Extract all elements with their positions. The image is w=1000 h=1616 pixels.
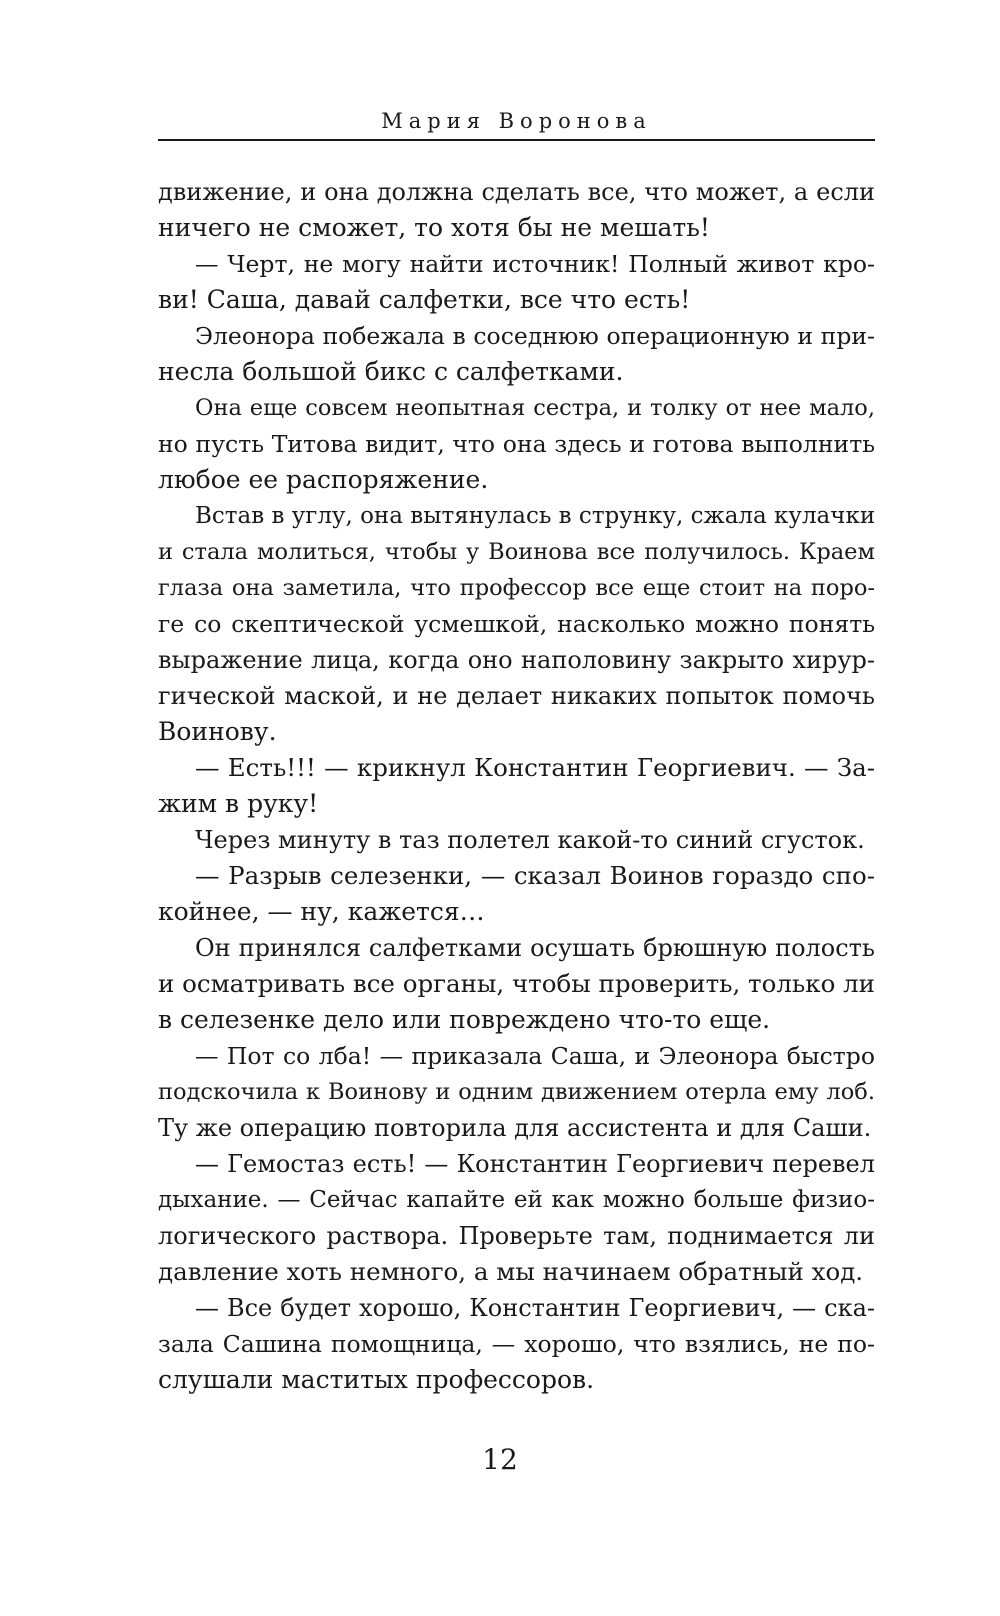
text-line: Он принялся салфетками осушать брюшную полость: [195, 934, 875, 962]
text-line: — Пот со лба! — приказала Саша, и Элеонора быстро: [195, 1042, 875, 1070]
text-line: — Черт, не могу найти источник! Полный живот кро-: [195, 250, 875, 278]
text-line: жим в руку!: [158, 789, 319, 818]
text-line: — Есть!!! — крикнул Константин Георгиевич. — За-: [195, 753, 875, 782]
text-line: Через минуту в таз полетел какой-то синий сгусток.: [195, 826, 865, 854]
text-line: Встав в углу, она вытянулась в струнку, сжала кулачки: [195, 503, 876, 529]
text-line: несла большой бикс с салфетками.: [158, 357, 624, 386]
text-line: слушали маститых профессоров.: [158, 1365, 595, 1394]
text-line: движение, и она должна сделать все, что может, а если: [158, 178, 875, 206]
text-line: и осматривать все органы, чтобы проверить, только ли: [158, 969, 876, 998]
page-number: 12: [482, 1443, 518, 1476]
text-line: глаза она заметила, что профессор все еще стоит на поро-: [158, 575, 875, 601]
text-line: дыхание. — Сейчас капайте ей как можно больше физио-: [158, 1187, 875, 1213]
text-line: койнее, — ну, кажется…: [158, 897, 485, 926]
text-line: ничего не сможет, то хотя бы не мешать!: [158, 213, 710, 242]
text-line: подскочила к Воинову и одним движением отерла ему лоб.: [158, 1079, 875, 1105]
text-line: Элеонора побежала в соседнюю операционную и при-: [195, 322, 875, 350]
text-line: выражение лица, когда оно наполовину закрыто хирур-: [158, 646, 875, 674]
text-line: гической маской, и не делает никаких попыток помочь: [158, 682, 875, 710]
header-rule: [158, 139, 875, 141]
text-line: ви! Саша, давай салфетки, все что есть!: [158, 285, 691, 314]
text-line: любое ее распоряжение.: [158, 465, 489, 494]
text-line: — Разрыв селезенки, — сказал Воинов гораздо спо-: [195, 861, 875, 890]
text-line: логического раствора. Проверьте там, поднимается ли: [158, 1222, 875, 1250]
text-line: зала Сашина помощница, — хорошо, что взялись, не по-: [158, 1330, 875, 1358]
text-line: но пусть Титова видит, что она здесь и готова выполнить: [158, 430, 875, 458]
body-text: [158, 174, 875, 1398]
text-line: и стала молиться, чтобы у Воинова все получилось. Краем: [158, 539, 875, 565]
text-line: Ту же операцию повторила для ассистента и для Саши.: [158, 1114, 872, 1142]
text-line: давление хоть немного, а мы начинаем обратный ход.: [158, 1257, 864, 1286]
text-line: Она еще совсем неопытная сестра, и толку от нее мало,: [195, 395, 875, 421]
text-line: — Гемостаз есть! — Константин Георгиевич перевел: [195, 1150, 875, 1178]
text-line: ге со скептической усмешкой, насколько можно понять: [158, 610, 875, 638]
running-head-author: Мария Воронова: [381, 109, 652, 133]
text-line: Воинову.: [158, 717, 277, 746]
text-line: — Все будет хорошо, Константин Георгиевич, — ска-: [195, 1294, 875, 1322]
text-line: в селезенке дело или повреждено что-то еще.: [158, 1005, 771, 1034]
